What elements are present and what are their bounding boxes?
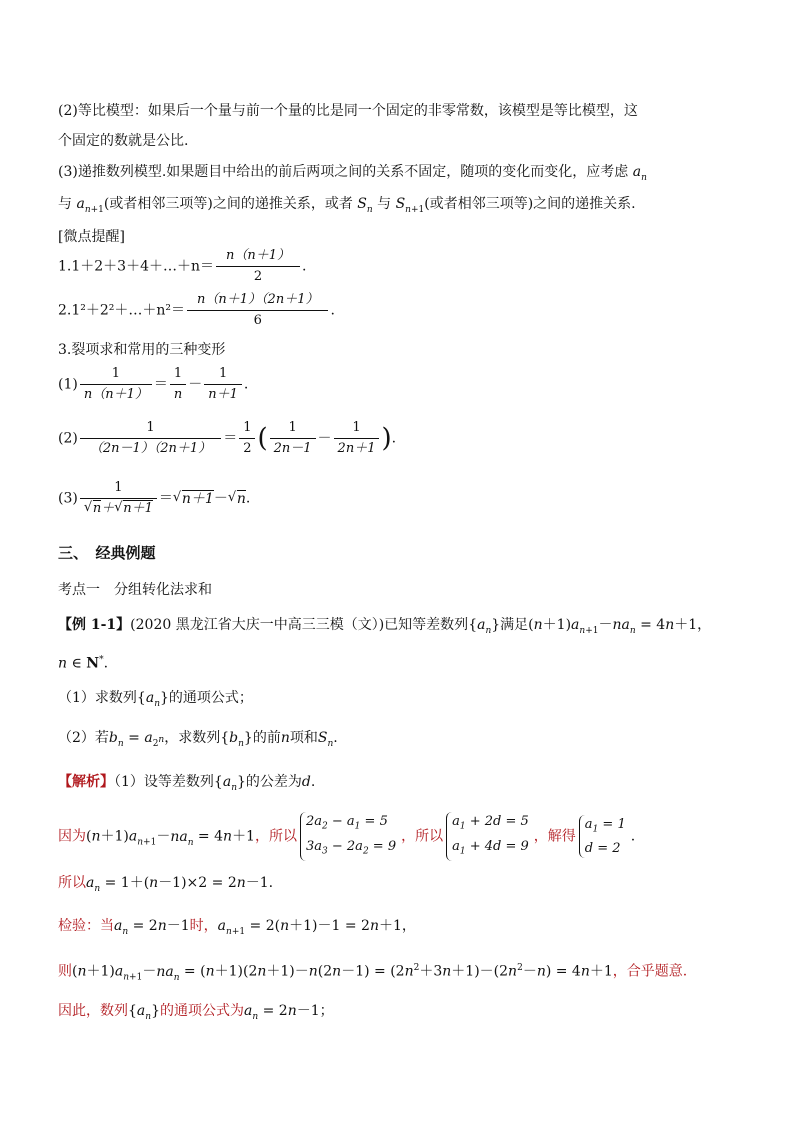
example-question-1: （1）求数列$\{a_n\}$的通项公式； xyxy=(58,690,253,709)
split-term-heading: 3.裂项求和常用的三种变形 xyxy=(58,342,226,358)
formula-sum-squares: 2.1²＋2²＋…＋n²＝ $\frac{n(n+1)(2n+1)}{6}$ . xyxy=(58,292,335,328)
solution-intro: 【解析】（1）设等差数列$\{a_n\}$的公差为d. xyxy=(58,774,316,793)
paragraph-geometric-model: (2)等比模型：如果后一个量与前一个量的比是同一个固定的非零常数，该模型是等比模型，这 xyxy=(58,103,638,119)
paragraph-geometric-model-cont: 个固定的数就是公比. xyxy=(58,133,189,149)
split-term-formula-3: (3) 1 √ n＋√ n＋1 ＝√ n＋1－√ n. xyxy=(58,480,250,517)
example-statement: 【例 1-1】(2020 黑龙江省大庆一中高三三模（文）)已知等差数列$\{a_n\}$满足$(n+1)a_{n+1}-na_n = 4n+1$， xyxy=(58,617,712,636)
solution-check: 检验：当$a_n = 2n-1$时，$a_{n+1} = 2(n+1)-1 = 2n+1$， xyxy=(58,918,416,937)
solution-conclusion: 因此，数列$\{a_n\}$的通项公式为$a_n = 2n-1$； xyxy=(58,1003,334,1022)
solution-system: 因为$(n+1)a_{n+1}-na_n = 4n+1$，所以 $2a_2 - a_1 = 5$ $3a_3 - 2a_2 = 9$ ，所以 $a_1 + 2d = 5$ $a_1 + 4d = 9$ ，解得 $a_1 = 1$ d = 2 . xyxy=(58,812,635,861)
split-term-formula-1: (1) $\frac{1}{n(n+1)}$ ＝ $\frac{1}{n}$ － $\frac{1}{n+1}$ . xyxy=(58,366,249,402)
split-term-formula-2: (2) $\frac{1}{(2n-1)(2n+1)}$ ＝ $\frac{1}{2}$ ( $\frac{1}{2n-1}$ － $\frac{1}{2n+1}$ ). xyxy=(58,420,397,456)
solution-general-term: 所以$a_n = 1+(n-1)\times 2 = 2n-1$. xyxy=(58,875,274,894)
example-statement-cont: n ∈ N*. xyxy=(58,655,109,672)
topic-heading: 考点一 分组转化法求和 xyxy=(58,582,212,598)
example-question-2: （2）若$b_n = a_{2^n}$，求数列$\{b_n\}$的前n项和$S_n$. xyxy=(58,730,338,749)
solution-verify: 则$(n+1)a_{n+1}-na_n = (n+1)(2n+1)-n(2n-1) = (2n^2+3n+1)-(2n^2-n) = 4n+1$，合乎题意. xyxy=(58,963,688,983)
formula-sum-integers: 1.1＋2＋3＋4＋…＋n＝ $\frac{n(n+1)}{2}$ . xyxy=(58,248,307,284)
tip-heading: [微点提醒] xyxy=(58,229,125,245)
paragraph-recursive-model: (3)递推数列模型.如果题目中给出的前后两项之间的关系不固定，随项的变化而变化，应考虑 $a_n$ xyxy=(58,164,647,183)
paragraph-recursive-model-cont: 与 $a_{n+1}$(或者相邻三项等)之间的递推关系，或者 $S_n$ 与 $S_{n+1}$(或者相邻三项等)之间的递推关系. xyxy=(58,196,636,215)
section-heading-examples: 三、 经典例题 xyxy=(58,544,156,562)
